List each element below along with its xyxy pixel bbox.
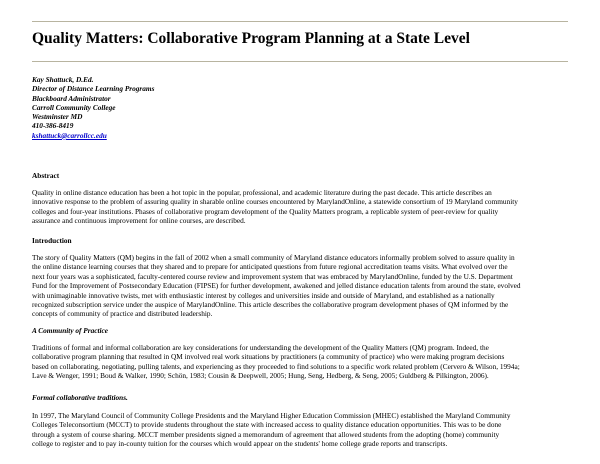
formal-line: through a system of course sharing. MCCT member presidents signed a memorandum of agreement that allowed students from the adopting (home) community <box>32 429 500 439</box>
introduction-line: the online distance learning courses that they shared and to prepare for anticipated questions from future regional accreditation teams visits. What evolved over the <box>32 262 508 272</box>
community-line: Traditions of formal and informal collaboration are key considerations for understanding the development of the Quality Matters (QM) program. Indeed, the <box>32 343 489 352</box>
abstract-line: Quality in online distance education has been a hot topic in the popular, professional, and academic literature during the past decade. This article describes an <box>32 188 492 197</box>
author-title: Director of Distance Learning Programs <box>32 84 155 94</box>
author-email-link[interactable]: kshattuck@carrollcc.edu <box>32 130 107 140</box>
abstract-paragraph <box>32 188 568 226</box>
author-name: Kay Shattuck, D.Ed. <box>32 75 94 84</box>
title-divider <box>32 61 568 62</box>
introduction-line: recognized subscription service under the auspice of MarylandOnline. This article describes the collaborative program development phases of QM informed by the <box>32 300 509 310</box>
introduction-paragraph <box>32 253 568 319</box>
author-block <box>32 75 154 140</box>
community-of-practice-heading: A Community of Practice <box>32 326 109 335</box>
formal-line: Colleges Teleconsortium (MCCT) to provide students throughout the state with increased access to quality distance education opportunities. This was to be done <box>32 420 502 430</box>
abstract-line: colleges and four-year institutions. Phases of collaborative program development of the Quality Matters program, a replicable system of peer-review for quality <box>32 206 499 216</box>
introduction-heading: Introduction <box>32 236 72 245</box>
formal-line: In 1997, The Maryland Council of Community College Presidents and the Maryland Higher Education Commission (MHEC) established the Maryland Community <box>32 411 511 420</box>
introduction-line: concepts of community of practice and distributed leadership. <box>32 309 213 319</box>
formal-line: college to register and to pay in-county tuition for the courses which would appear on the students' home college grade reports and transcripts. <box>32 439 448 449</box>
introduction-line: next four years was a sophisticated, faculty-centered course review and improvement system that was embraced by MarylandOnline, funded by the U.S. Department <box>32 271 513 281</box>
author-institution: Carroll Community College <box>32 102 116 112</box>
author-location: Westminster MD <box>32 112 83 122</box>
abstract-line: innovative response to the problem of assuring quality in sharable online courses encountered by MarylandOnline, a statewide consortium of 19 Maryland community <box>32 197 518 207</box>
formal-collaborative-paragraph <box>32 411 568 449</box>
abstract-line: assurance and continuous improvement for online courses, are described. <box>32 216 246 226</box>
top-divider <box>32 21 568 22</box>
introduction-line: Fund for the Improvement of Postsecondary Education (FIPSE) for further development, awakened and jelled distance education talents from around the state, evolved <box>32 281 521 291</box>
author-role: Blackboard Administrator <box>32 93 111 103</box>
community-line: collaborative program planning that resulted in QM involved real work situations by practitioners (a community of practice) who were making program decisions <box>32 352 505 362</box>
formal-collaborative-heading: Formal collaborative traditions. <box>32 393 128 402</box>
article-title: Quality Matters: Collaborative Program Planning at a State Level <box>32 30 470 47</box>
introduction-line: The story of Quality Matters (QM) begins in the fall of 2002 when a small community of Maryland distance educators informally problem solved to assure quality in <box>32 253 515 262</box>
author-phone: 410-386-8419 <box>32 121 74 131</box>
introduction-line: with unimaginable innovative twists, met with enthusiastic interest by colleges and universities inside and outside of Maryland, and established as a nationally <box>32 290 495 300</box>
community-line: based on collaborating, negotiating, pulling talents, and experiencing as they proceeded to find solutions to a specific work related problem (Cervero & Wilson, 1994a; <box>32 361 520 371</box>
abstract-heading: Abstract <box>32 171 60 180</box>
community-of-practice-paragraph <box>32 343 568 381</box>
community-line: Lave & Wenger, 1991; Boud & Walker, 1990; Schön, 1983; Cousin & Deepwell, 2005; Hung, Seng, Hedberg, & Seng, 2005; Guldberg & Pilkington, 2006). <box>32 371 489 381</box>
